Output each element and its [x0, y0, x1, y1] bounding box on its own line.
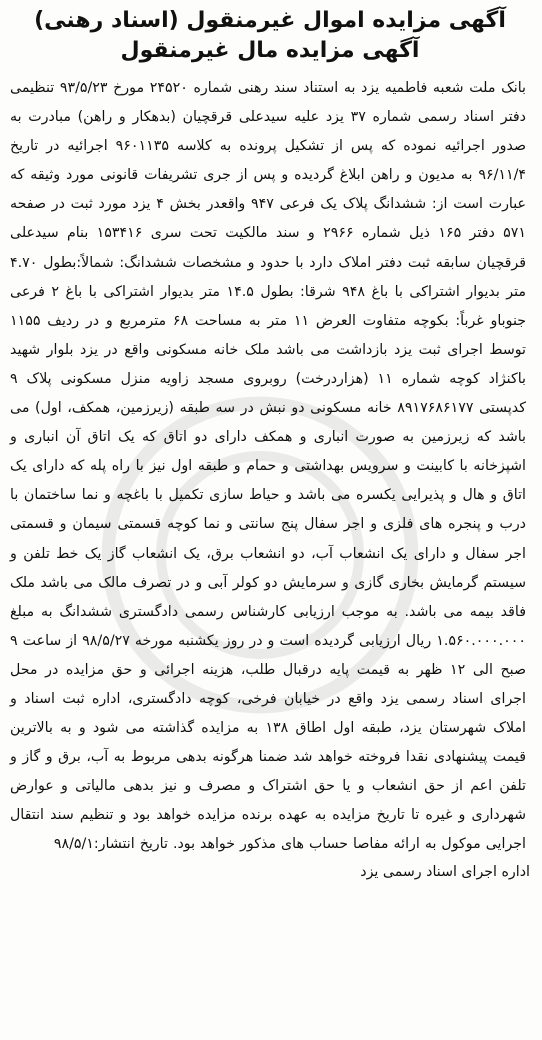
notice-body: بانک ملت شعبه فاطمیه یزد به استناد سند رهنی شماره ۲۴۵۲۰ مورخ ۹۳/۵/۲۳ تنظیمی دفتر اسناد رسمی شماره ۳۷ یزد علیه سیدعلی قرقچیان (بدهکار و راهن) مبادرت به صدور اجرائیه نموده که پس از تشکیل پرونده به کلاسه ۹۶۰۱۱۳۵ اجرائیه در تاریخ ۹۶/۱۱/۴ به مدیون و راهن ابلاغ گردیده و پس از جری تشریفات قانونی مورد وثیقه که عبارت است از: ششدانگ پلاک یک فرعی ۹۴۷ واقعدر بخش ۴ یزد مورد ثبت در صفحه ۵۷۱ دفتر ۱۶۵ ذیل شماره ۲۹۶۶ و سند مالکیت تحت سری ۱۵۳۴۱۶ بنام سیدعلی قرقچیان سابقه ثبت دفتر املاک دارد با حدود و مشخصات ششدانگ: شمالاً:بطول ۴.۷۰ متر بدیوار اشتراکی با باغ ۹۴۸ شرقا: بطول ۱۴.۵ متر بدیوار اشتراکی با باغ ۲ فرعی جنوباو غرباً: بکوچه متفاوت العرض ۱۱ متر به مساحت ۶۸ مترمربع و در ردیف ۱۱۵۵ توسط اجرای ثبت یزد بازداشت می باشد ملک خانه مسکونی واقع در یزد بلوار شهید باکنژاد کوچه شماره ۱۱ (هزاردرخت) روبروی مسجد زاویه منزل مسکونی پلاک ۹ کدپستی ۸۹۱۷۶۸۶۱۷۷ خانه مسکونی دو نبش در سه طبقه (زیرزمین، همکف، اول) می باشد که زیرزمین به صورت انباری و همکف دارای دو اتاق که یک اتاق آن انباری و اشپزخانه با کابینت و سرویس بهداشتی و حمام و طبقه اول نیز با راه پله که دارای یک اتاق و هال و پذیرایی یکسره می باشد و حیاط سازی تکمیل با باغچه و نما ساختمان با درب و پنجره های فلزی و اجر سفال پنج سانتی و نما کوچه قسمتی سیمان و قسمتی اجر سفال و دارای یک انشعاب آب، دو انشعاب برق، یک انشعاب گاز یک خط تلفن و سیستم گرمایش بخاری گازی و سرمایش دو کولر آبی و در تصرف مالک می باشد ملک فاقد بیمه می باشد. به موجب ارزیابی کارشناس رسمی دادگستری ششدانگ به مبلغ ۱.۵۶۰.۰۰۰.۰۰۰ ریال ارزیابی گردیده است و در روز یکشنبه مورخه ۹۸/۵/۲۷ از ساعت ۹ صبح الی ۱۲ ظهر به قیمت پایه درقبال طلب، هزینه اجرائی و حق مزایده در محل اجرای اسناد رسمی یزد واقع در خیابان فرخی، کوچه دادگستری، اداره ثبت اسناد و املاک شهرستان یزد، طبقه اول اطاق ۱۳۸ به مزایده گذاشته می شود و به بالاترین قیمت پیشنهادی نقدا فروخته خواهد شد ضمنا هرگونه بدهی مربوط به آب، برق و گاز و تلفن اعم از حق انشعاب و یا حق اشتراک و مصرف و نیز بدهی مالیاتی و عوارض شهرداری و غیره تا تاریخ مزایده به عهده برنده مزایده خواهد بود و تنظیم سند انتقال اجرایی موکول به ارائه مفاصا حساب های مذکور خواهد بود. تاریخ انتشار:۹۸/۵/۱: [10, 80, 527, 853]
notice-subtitle: آگهی مزایده مال غیرمنقول: [120, 38, 420, 63]
notice-footer: [10, 858, 530, 887]
footer-issuer: اداره اجرای اسناد رسمی یزد: [360, 863, 530, 880]
notice-title: آگهی مزایده اموال غیرمنقول (اسناد رهنی): [34, 8, 506, 33]
